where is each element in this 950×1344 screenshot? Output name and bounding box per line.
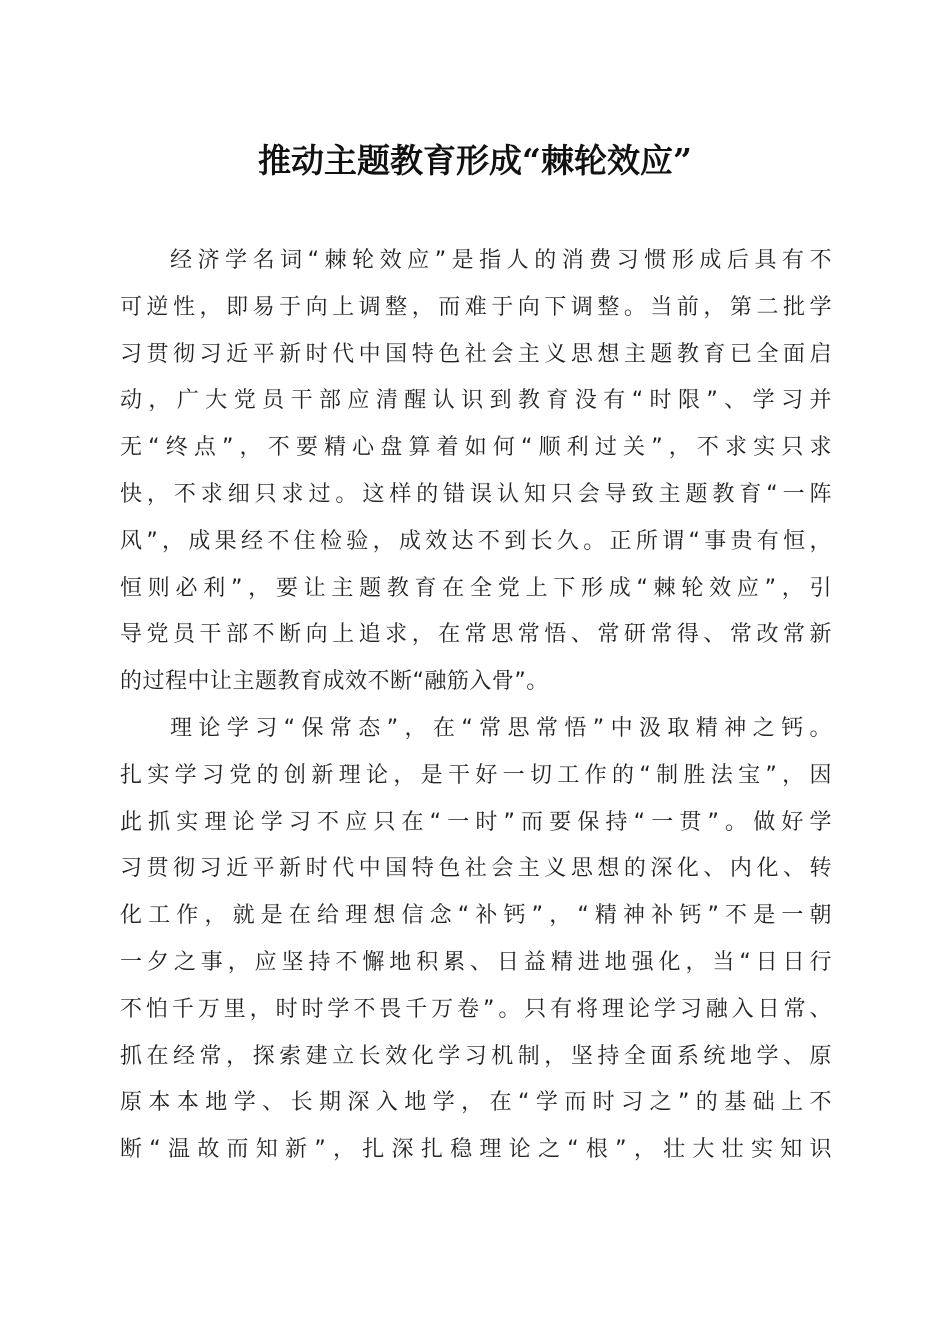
paragraph-line: 经济学名词“棘轮效应”是指人的消费习惯形成后具有不 [170,248,832,273]
paragraph-line: 恒则必利”，要让主题教育在全党上下形成“棘轮效应”，引 [120,575,832,601]
document-title: 推动主题教育形成“棘轮效应” [258,141,692,180]
paragraph-line: 一夕之事，应坚持不懈地积累、日益精进地强化，当“日日行 [120,949,832,975]
paragraph-line: 风”，成果经不住检验，成效达不到长久。正所谓“事贵有恒， [120,528,832,554]
paragraph-line: 理论学习“保常态”，在“常思常悟”中汲取精神之钙。 [170,715,832,741]
paragraph-line: 原本本地学、长期深入地学，在“学而时习之”的基础上不 [120,1090,832,1116]
paragraph-line: 可逆性，即易于向上调整，而难于向下调整。当前，第二批学 [120,294,832,320]
paragraph-line: 此抓实理论学习不应只在“一时”而要保持“一贯”。做好学 [120,809,832,835]
paragraph-line: 断“温故而知新”，扎深扎稳理论之“根”，壮大壮实知识 [120,1137,832,1163]
paragraph-line: 习贯彻习近平新时代中国特色社会主义思想主题教育已全面启 [120,341,832,367]
paragraph-line: 抓在经常，探索建立长效化学习机制，坚持全面系统地学、原 [120,1043,832,1069]
paragraph-1 [120,238,832,706]
document-body [120,238,832,1174]
paragraph-line: 的过程中让主题教育成效不断“融筋入骨”。 [120,669,549,695]
paragraph-line: 化工作，就是在给理想信念“补钙”，“精神补钙”不是一朝 [120,903,832,929]
paragraph-line: 快，不求细只求过。这样的错误认知只会导致主题教育“一阵 [120,481,832,507]
paragraph-line: 习贯彻习近平新时代中国特色社会主义思想的深化、内化、转 [120,856,832,882]
paragraph-line: 不怕千万里，时时学不畏千万卷”。只有将理论学习融入日常、 [120,996,832,1022]
paragraph-line: 扎实学习党的创新理论，是干好一切工作的“制胜法宝”，因 [120,762,832,788]
paragraph-line: 导党员干部不断向上追求，在常思常悟、常研常得、常改常新 [120,622,832,648]
paragraph-line: 无“终点”，不要精心盘算着如何“顺利过关”，不求实只求 [120,435,832,461]
paragraph-2 [120,706,832,1174]
paragraph-line: 动，广大党员干部应清醒认识到教育没有“时限”、学习并 [120,388,832,414]
